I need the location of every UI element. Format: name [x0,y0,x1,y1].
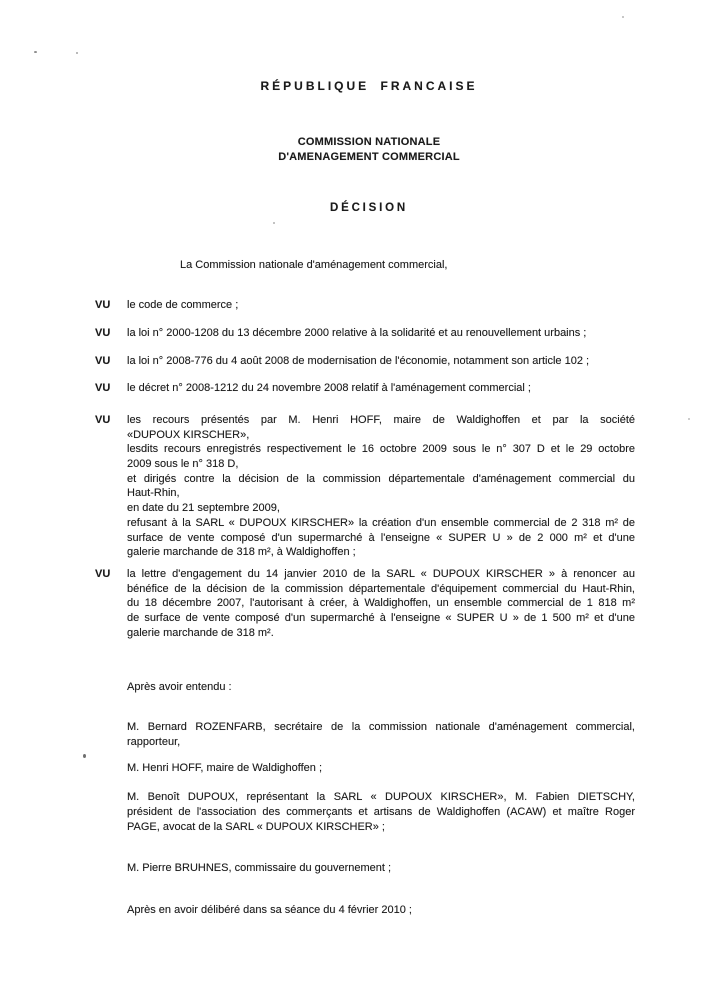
text-line: le décret n° 2008-1212 du 24 novembre 2008 relatif à l'aménagement commercial ; [127,382,531,395]
text-line: 2009 sous le n° 318 D, [127,458,239,471]
text-line: la lettre d'engagement du 14 janvier 2010 de la SARL « DUPOUX KIRSCHER » à renoncer au [127,567,635,580]
text-line: la loi n° 2008-776 du 4 août 2008 de modernisation de l'économie, notamment son article 102 ; [127,354,590,367]
heard-paragraph [127,861,635,876]
document-type-heading: DÉCISION [330,201,408,214]
intro-line: La Commission nationale d'aménagement commercial, [180,259,448,272]
vu-body [127,567,635,641]
vu-body [127,326,635,341]
vu-label: VU [95,299,111,312]
document-header [0,0,702,215]
deliberation-line: Après en avoir délibéré dans sa séance du 4 février 2010 ; [127,904,412,917]
text-line: refusant à la SARL « DUPOUX KIRSCHER» la création d'un ensemble commercial de 2 318 m² de [127,516,635,529]
scan-speck [76,52,78,54]
text-line: M. Benoît DUPOUX, représentant la SARL « DUPOUX KIRSCHER», M. Fabien DIETSCHY, [127,791,635,804]
vu-body [127,381,635,396]
vu-item [95,381,635,396]
vu-item [95,567,635,641]
text-line: M. Pierre BRUHNES, commissaire du gouvernement ; [127,862,392,875]
heard-paragraph [127,761,635,776]
scan-speck [273,222,275,224]
commission-name-line1: COMMISSION NATIONALE [297,135,441,148]
text-line: président de l'association des commerçants et artisans de Waldighoffen (ACAW) et maître Roger [127,805,635,818]
after-heard-line: Après avoir entendu : [127,681,232,694]
text-line: le code de commerce ; [127,299,239,312]
scan-speck [34,51,37,53]
vu-item [95,413,635,560]
text-line: M. Henri HOFF, maire de Waldighoffen ; [127,761,323,774]
vu-label: VU [95,413,111,426]
text-line: M. Bernard ROZENFARB, secrétaire de la commission nationale d'aménagement commercial, [127,721,635,734]
scan-speck [688,418,690,420]
text-line: surface de vente composé d'un supermarché à l'enseigne « SUPER U » de 2 000 m² et d'une [127,531,635,544]
vu-label: VU [95,354,111,367]
text-line: Haut-Rhin, [127,487,180,500]
vu-label: VU [95,567,111,580]
text-line: rapporteur, [127,735,181,748]
vu-item [95,326,635,341]
text-line: galerie marchande de 318 m². [127,626,274,639]
text-line: PAGE, avocat de la SARL « DUPOUX KIRSCHER» ; [127,820,385,833]
vu-body [127,413,635,560]
commission-name [36,135,702,165]
heard-paragraph [127,790,635,834]
text-line: du 18 décembre 2007, l'autorisant à créer, à Waldighoffen, un ensemble commercial de 1 818 m² [127,597,635,610]
scan-speck [83,754,86,758]
text-line: en date du 21 septembre 2009, [127,502,280,515]
vu-body [127,354,635,369]
republic-title: RÉPUBLIQUE FRANCAISE [260,79,478,93]
vu-label: VU [95,326,111,339]
text-line: «DUPOUX KIRSCHER», [127,428,250,441]
commission-name-line2: D'AMENAGEMENT COMMERCIAL [278,150,460,163]
text-line: et dirigés contre la décision de la commission départementale d'aménagement commercial du [127,472,635,485]
text-line: lesdits recours enregistrés respectivement le 16 octobre 2009 sous le n° 307 D et le 29 octobre [127,443,635,456]
text-line: bénéfice de la décision de la commission départementale d'équipement commercial du Haut-Rhin, [127,582,635,595]
vu-item [95,298,635,313]
text-line: galerie marchande de 318 m², à Waldighoffen ; [127,546,356,559]
heard-paragraph [127,720,635,749]
text-line: la loi n° 2000-1208 du 13 décembre 2000 relative à la solidarité et au renouvellement urbains ; [127,326,587,339]
vu-label: VU [95,382,111,395]
vu-item [95,354,635,369]
scan-speck [622,16,624,18]
text-line: de surface de vente composé d'un supermarché à l'enseigne « SUPER U » de 1 500 m² et d'une [127,612,635,625]
text-line: les recours présentés par M. Henri HOFF, maire de Waldighoffen et par la société [127,413,635,426]
vu-body [127,298,635,313]
